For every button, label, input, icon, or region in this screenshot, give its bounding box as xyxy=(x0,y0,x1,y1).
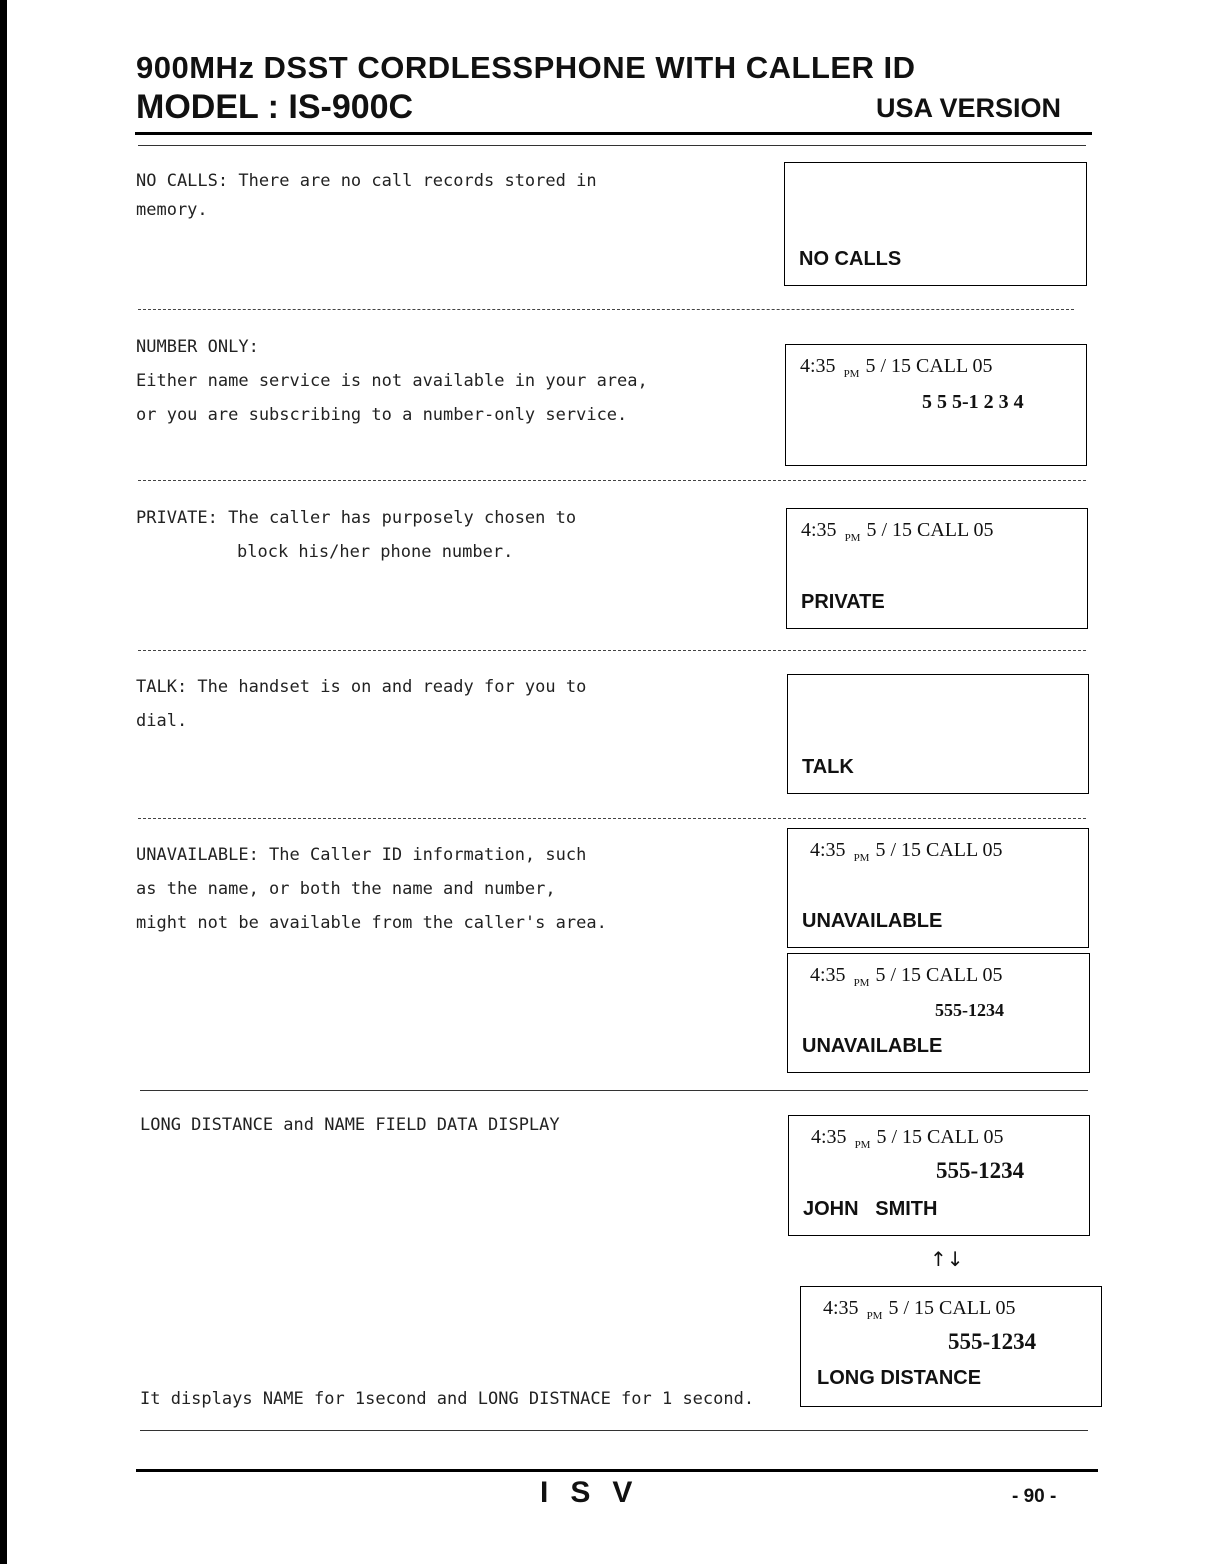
lcd-date-call: 5 / 15 CALL 05 xyxy=(875,964,1003,986)
lcd-ampm: PM xyxy=(843,368,860,380)
section-divider xyxy=(138,480,1086,481)
lcd-bottom-line: NO CALLS xyxy=(799,248,902,270)
lcd-number: 555-1234 xyxy=(935,1000,1004,1020)
lcd-top-line xyxy=(801,519,994,544)
lcd-time: 4:35 xyxy=(811,1126,847,1148)
section-divider xyxy=(140,1430,1088,1431)
lcd-top-line xyxy=(800,355,993,380)
lcd-display-number-only xyxy=(785,344,1087,466)
lcd-date-call: 5 / 15 CALL 05 xyxy=(875,839,1003,861)
lcd-number: 555-1234 xyxy=(948,1329,1037,1354)
desc-line: block his/her phone number. xyxy=(237,542,514,562)
private-description xyxy=(136,501,576,569)
desc-line: PRIVATE: The caller has purposely chosen to xyxy=(136,508,577,528)
lcd-date-call: 5 / 15 CALL 05 xyxy=(865,355,993,377)
lcd-top-line xyxy=(823,1297,1016,1322)
lcd-date-call: 5 / 15 CALL 05 xyxy=(876,1126,1004,1148)
desc-line: UNAVAILABLE: The Caller ID information, such xyxy=(136,845,587,865)
desc-line: or you are subscribing to a number-only service. xyxy=(136,405,628,425)
lcd-display-private xyxy=(786,508,1088,629)
desc-line: memory. xyxy=(136,200,208,220)
lcd-display-talk xyxy=(787,674,1089,794)
lcd-ampm: PM xyxy=(853,977,870,989)
version-label: USA VERSION xyxy=(876,93,1062,123)
lcd-bottom-line: LONG DISTANCE xyxy=(817,1367,982,1389)
footer-brand: ISV xyxy=(540,1476,655,1509)
header-subrule xyxy=(138,145,1086,146)
long-distance-description: LONG DISTANCE and NAME FIELD DATA DISPLAY xyxy=(140,1115,560,1135)
talk-description xyxy=(136,670,586,738)
no-calls-description xyxy=(136,167,597,225)
lcd-ampm: PM xyxy=(844,532,861,544)
desc-line: dial. xyxy=(136,711,188,731)
lcd-date-call: 5 / 15 CALL 05 xyxy=(888,1297,1016,1319)
footer-rule xyxy=(136,1469,1098,1472)
section-divider xyxy=(138,650,1086,651)
lcd-bottom-line: JOHN SMITH xyxy=(803,1198,938,1220)
lcd-time: 4:35 xyxy=(823,1297,859,1319)
lcd-bottom-line: PRIVATE xyxy=(801,591,885,613)
lcd-top-line xyxy=(811,1126,1004,1151)
unavailable-description xyxy=(136,838,607,940)
model-label: MODEL : IS-900C xyxy=(136,88,414,126)
lcd-bottom-line: UNAVAILABLE xyxy=(802,1035,943,1057)
long-distance-note: It displays NAME for 1second and LONG DISTNACE for 1 second. xyxy=(140,1389,755,1409)
lcd-top-line xyxy=(810,839,1003,864)
lcd-time: 4:35 xyxy=(810,964,846,986)
header-rule xyxy=(135,132,1092,135)
lcd-number: 555-1234 xyxy=(936,1158,1025,1183)
desc-line: NUMBER ONLY: xyxy=(136,337,259,357)
toggle-arrows-icon: ↑↓ xyxy=(930,1247,964,1271)
section-divider xyxy=(138,818,1086,819)
lcd-display-long-distance xyxy=(800,1286,1102,1407)
number-only-description xyxy=(136,330,648,432)
lcd-time: 4:35 xyxy=(800,355,836,377)
lcd-time: 4:35 xyxy=(801,519,837,541)
lcd-bottom-line: TALK xyxy=(802,756,854,778)
section-divider xyxy=(138,309,1074,310)
lcd-ampm: PM xyxy=(853,852,870,864)
lcd-date-call: 5 / 15 CALL 05 xyxy=(866,519,994,541)
lcd-time: 4:35 xyxy=(810,839,846,861)
desc-line: Either name service is not available in your area, xyxy=(136,371,648,391)
lcd-display-unavailable-1 xyxy=(787,828,1089,948)
section-divider xyxy=(140,1090,1088,1091)
lcd-bottom-line: UNAVAILABLE xyxy=(802,910,943,932)
lcd-top-line xyxy=(810,964,1003,989)
lcd-display-name xyxy=(788,1115,1090,1236)
page-number: - 90 - xyxy=(1012,1486,1057,1507)
lcd-number: 5 5 5-1 2 3 4 xyxy=(922,391,1024,413)
left-margin-bar xyxy=(0,0,7,1564)
desc-line: might not be available from the caller's area. xyxy=(136,913,607,933)
lcd-display-no-calls xyxy=(784,162,1087,286)
lcd-ampm: PM xyxy=(854,1139,871,1151)
lcd-display-unavailable-2 xyxy=(787,953,1090,1073)
desc-line: NO CALLS: There are no call records stored in xyxy=(136,171,597,191)
desc-line: as the name, or both the name and number, xyxy=(136,879,556,899)
desc-line: TALK: The handset is on and ready for you to xyxy=(136,677,587,697)
lcd-ampm: PM xyxy=(866,1310,883,1322)
document-title: 900MHz DSST CORDLESSPHONE WITH CALLER ID xyxy=(136,50,916,85)
